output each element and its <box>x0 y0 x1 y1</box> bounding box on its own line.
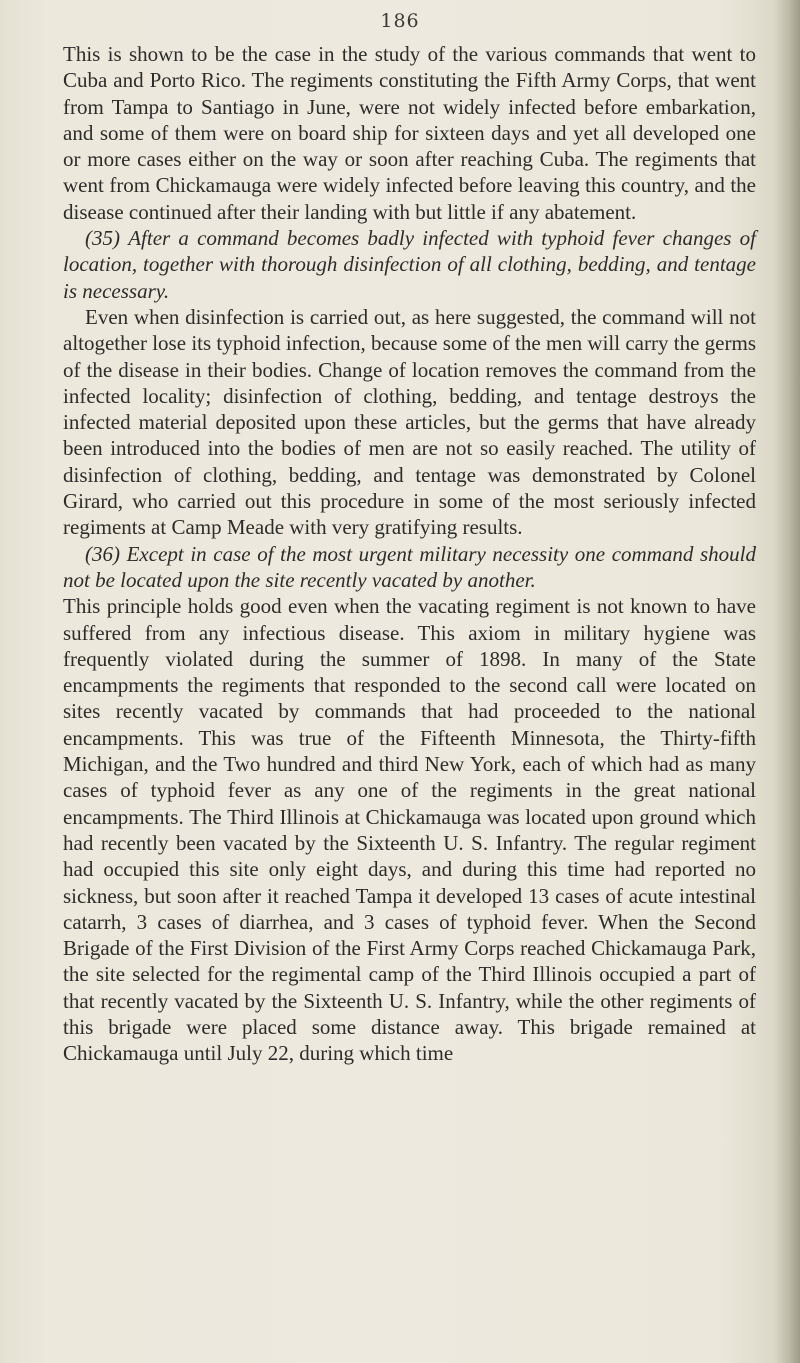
rule-35-text: After a command becomes badly infected with typhoid fever changes of location, together with thorough disinfection of all clothing, bedding, and tentage is necessary. <box>63 226 756 303</box>
rule-36-number: (36) <box>85 541 120 566</box>
paragraph-disinfection: Even when disinfection is carried out, as here suggested, the command will not altogether lose its typhoid infection, because some of the men will carry the germs of the disease in their bodies. Change of location removes the command from the infected locality; disinfection of clothing, bedding, and tentage destroys the infected material deposited upon these articles, but the germs that have already been introduced into the bodies of men are not so easily reached. The utility of disinfection of clothing, bedding, and tentage was demonstrated by Colonel Girard, who carried out this procedure in some of the most seriously infected regiments at Camp Meade with very gratifying results. <box>63 304 756 540</box>
rule-35 <box>63 225 756 304</box>
rule-36-text: Except in case of the most urgent military necessity one command should not be located upon the site recently vacated by another. <box>63 541 756 592</box>
page-edge-shadow <box>774 0 800 1363</box>
paragraph-fifth-army-corps: This is shown to be the case in the study of the various commands that went to Cuba and Porto Rico. The regiments constituting the Fifth Army Corps, that went from Tampa to Santiago in June, were not widely infected before embarkation, and some of them were on board ship for sixteen days and yet all developed one or more cases either on the way or soon after reaching Cuba. The regiments that went from Chickamauga were widely infected before leaving this country, and the disease continued after their landing with but little if any abatement. <box>63 42 756 224</box>
rule-36 <box>63 541 756 594</box>
body-text <box>63 41 756 1067</box>
paragraph-vacated-sites: This principle holds good even when the vacating regiment is not known to have suffered from any infectious disease. This axiom in military hygiene was frequently violated during the summer of 1898. In many of the State encampments the regiments that responded to the second call were located on sites recently vacated by commands that had proceeded to the national encampments. This was true of the Fifteenth Minnesota, the Thirty-fifth Michigan, and the Two hundred and third New York, each of which had as many cases of typhoid fever as any one of the regiments in the great national encampments. The Third Illinois at Chickamauga was located upon ground which had recently been vacated by the Sixteenth U. S. Infantry. The regular regiment had occupied this site only eight days, and during this time had reported no sickness, but soon after it reached Tampa it developed 13 cases of acute intestinal catarrh, 3 cases of diarrhea, and 3 cases of typhoid fever. When the Second Brigade of the First Division of the First Army Corps reached Chickamauga Park, the site selected for the regimental camp of the Third Illinois occupied a part of that recently vacated by the Sixteenth U. S. Infantry, while the other regiments of this brigade were placed some distance away. This brigade remained at Chickamauga until July 22, during which time <box>63 594 756 1066</box>
rule-35-number: (35) <box>85 226 120 251</box>
page-number: 186 <box>380 10 420 32</box>
